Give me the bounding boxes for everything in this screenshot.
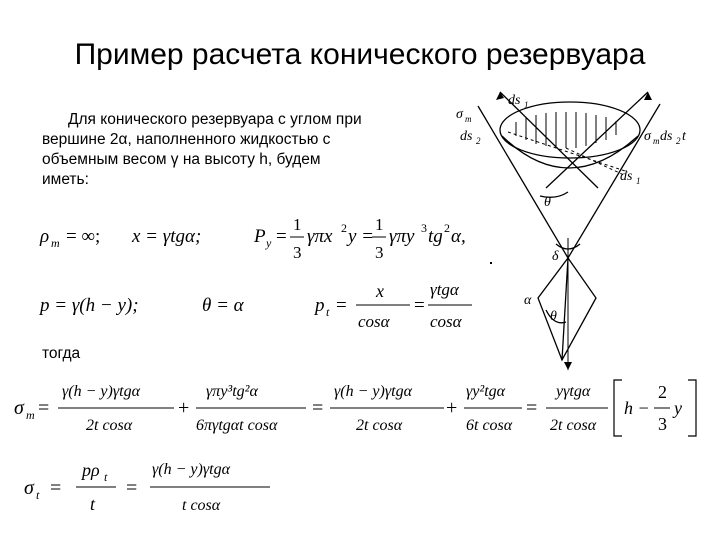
label-right-sigma: σ [644, 129, 651, 144]
Py-frac2-den: 3 [375, 243, 384, 262]
sigma-m-sub: m [26, 408, 35, 422]
pressure-hatching [516, 112, 616, 148]
intro-line: иметь: [42, 171, 89, 188]
equals-sign: = [126, 477, 138, 499]
label-sigma-m-top-sub: m [465, 114, 472, 124]
pt-den2: cosα [430, 312, 462, 331]
formula-row-2 [36, 275, 476, 337]
formula-sigma-t [10, 454, 310, 524]
label-ds1-top: ds [508, 93, 521, 108]
sigma-t-lhs: σ [24, 477, 34, 499]
sigma-m-f2-num: γπy³tg²α [206, 383, 258, 400]
label-right-t: t [682, 129, 686, 144]
sigma-t-f2-den: t cosα [182, 497, 221, 514]
sigma-m-f4-den: 6t cosα [466, 417, 513, 434]
sigma-m-f5-den: 2t cosα [550, 417, 597, 434]
Py-term1b: y = [348, 226, 375, 247]
sigma-m-lhs: σ [14, 397, 24, 419]
formula-sigma-m [10, 372, 710, 444]
label-ds1-right: ds [620, 169, 633, 184]
arrow-heads [496, 92, 652, 370]
sigma-m-f2-den: 6πγtgαt cosα [196, 417, 278, 434]
label-ds2-left-sub: 2 [476, 136, 481, 146]
sigma-m-f3-den: 2t cosα [356, 417, 403, 434]
cone-tank-figure [448, 88, 710, 370]
bracket-h: h − [624, 398, 650, 418]
cone-left-side [478, 106, 568, 258]
sigma-m-f1-den: 2t cosα [86, 417, 133, 434]
stray-dot [490, 262, 492, 264]
pt-num1: x [376, 281, 384, 301]
right-bracket [688, 380, 696, 436]
sigma-t-f2-num: γ(h − y)γtgα [152, 461, 231, 478]
intro-paragraph [42, 110, 482, 190]
label-right-sigma-sub: m [653, 136, 660, 146]
Py-term2b: tg [428, 226, 443, 247]
Py-eq: = [276, 226, 287, 247]
formula-row-1 [36, 208, 476, 268]
pt-lhs: p [315, 295, 325, 316]
lower-arc [502, 136, 638, 168]
formula-rho-m [39, 226, 100, 250]
label-alpha: α [524, 293, 532, 308]
sigma-m-f5-num: yγtgα [556, 383, 591, 400]
pt-sub: t [326, 305, 330, 319]
label-ds2-left: ds [460, 129, 473, 144]
left-bracket [614, 380, 622, 436]
label-right-ds: ds [660, 129, 673, 144]
Py-term2c: α, [451, 226, 466, 247]
sigma-m-f4-num: γy²tgα [466, 383, 506, 400]
plus-sign: + [446, 397, 458, 419]
equals-sign: = [50, 477, 62, 499]
label-right-ds-sub: 2 [676, 136, 681, 146]
sigma-t-sub: t [36, 488, 40, 502]
then-label: тогда [42, 345, 81, 362]
sigma-t-f1-num-sub: t [104, 470, 108, 484]
formula-theta: θ = α [202, 295, 244, 316]
label-theta-upper: θ [544, 195, 551, 210]
pt-den1: cosα [358, 312, 390, 331]
label-ds1-top-sub: 1 [524, 100, 529, 110]
Py-sup1: 2 [341, 221, 347, 235]
pt-num2: γtgα [430, 280, 459, 299]
intro-line: объемным весом γ на высоту h, будем [42, 151, 321, 168]
formula-Py [253, 215, 466, 262]
label-theta-lower: θ [550, 309, 557, 324]
label-delta: δ [552, 249, 559, 264]
label-sigma-m-top: σ [456, 107, 463, 122]
bracket-frac-den: 3 [658, 414, 667, 434]
pt-eq: = [336, 295, 347, 316]
fluid-surface-ellipse [500, 102, 640, 158]
cone-right-side [568, 104, 660, 258]
bracket-y: y [674, 398, 682, 418]
rhombus-diagonal [562, 258, 568, 360]
Py-frac2-num: 1 [375, 215, 384, 234]
equals-sign: = [38, 397, 50, 419]
Py-term1: γπx [307, 226, 333, 247]
intro-line: Для конического резервуара с углом при [68, 111, 362, 128]
intro-line: вершине 2α, наполненного жидкостью с [42, 131, 331, 148]
slide-title: Пример расчета конического резервуара [74, 38, 646, 71]
sigma-m-f1-num: γ(h − y)γtgα [62, 383, 141, 400]
pt-eq2: = [414, 295, 425, 316]
Py-lhs: P [254, 226, 266, 247]
equals-sign: = [312, 397, 324, 419]
rho-sub: m [51, 236, 60, 250]
label-ds1-right-sub: 1 [636, 176, 641, 186]
sigma-t-f1-num: pρ [82, 460, 100, 480]
Py-frac1-num: 1 [293, 215, 302, 234]
sigma-m-f3-num: γ(h − y)γtgα [334, 383, 413, 400]
Py-term2: γπy [389, 226, 415, 247]
equals-sign: = [526, 397, 538, 419]
rho-symbol: ρ [40, 226, 50, 247]
Py-sup2: 3 [421, 221, 427, 235]
sigma-t-f1-den: t [90, 494, 96, 514]
formula-p: p = γ(h − y); [40, 295, 139, 316]
plus-sign: + [178, 397, 190, 419]
Py-sup3: 2 [444, 221, 450, 235]
formula-x: x = γtgα; [132, 226, 202, 247]
bracket-frac-num: 2 [658, 382, 667, 402]
Py-frac1-den: 3 [293, 243, 302, 262]
Py-sub: y [266, 236, 272, 250]
rho-rhs: = ∞; [66, 226, 101, 247]
